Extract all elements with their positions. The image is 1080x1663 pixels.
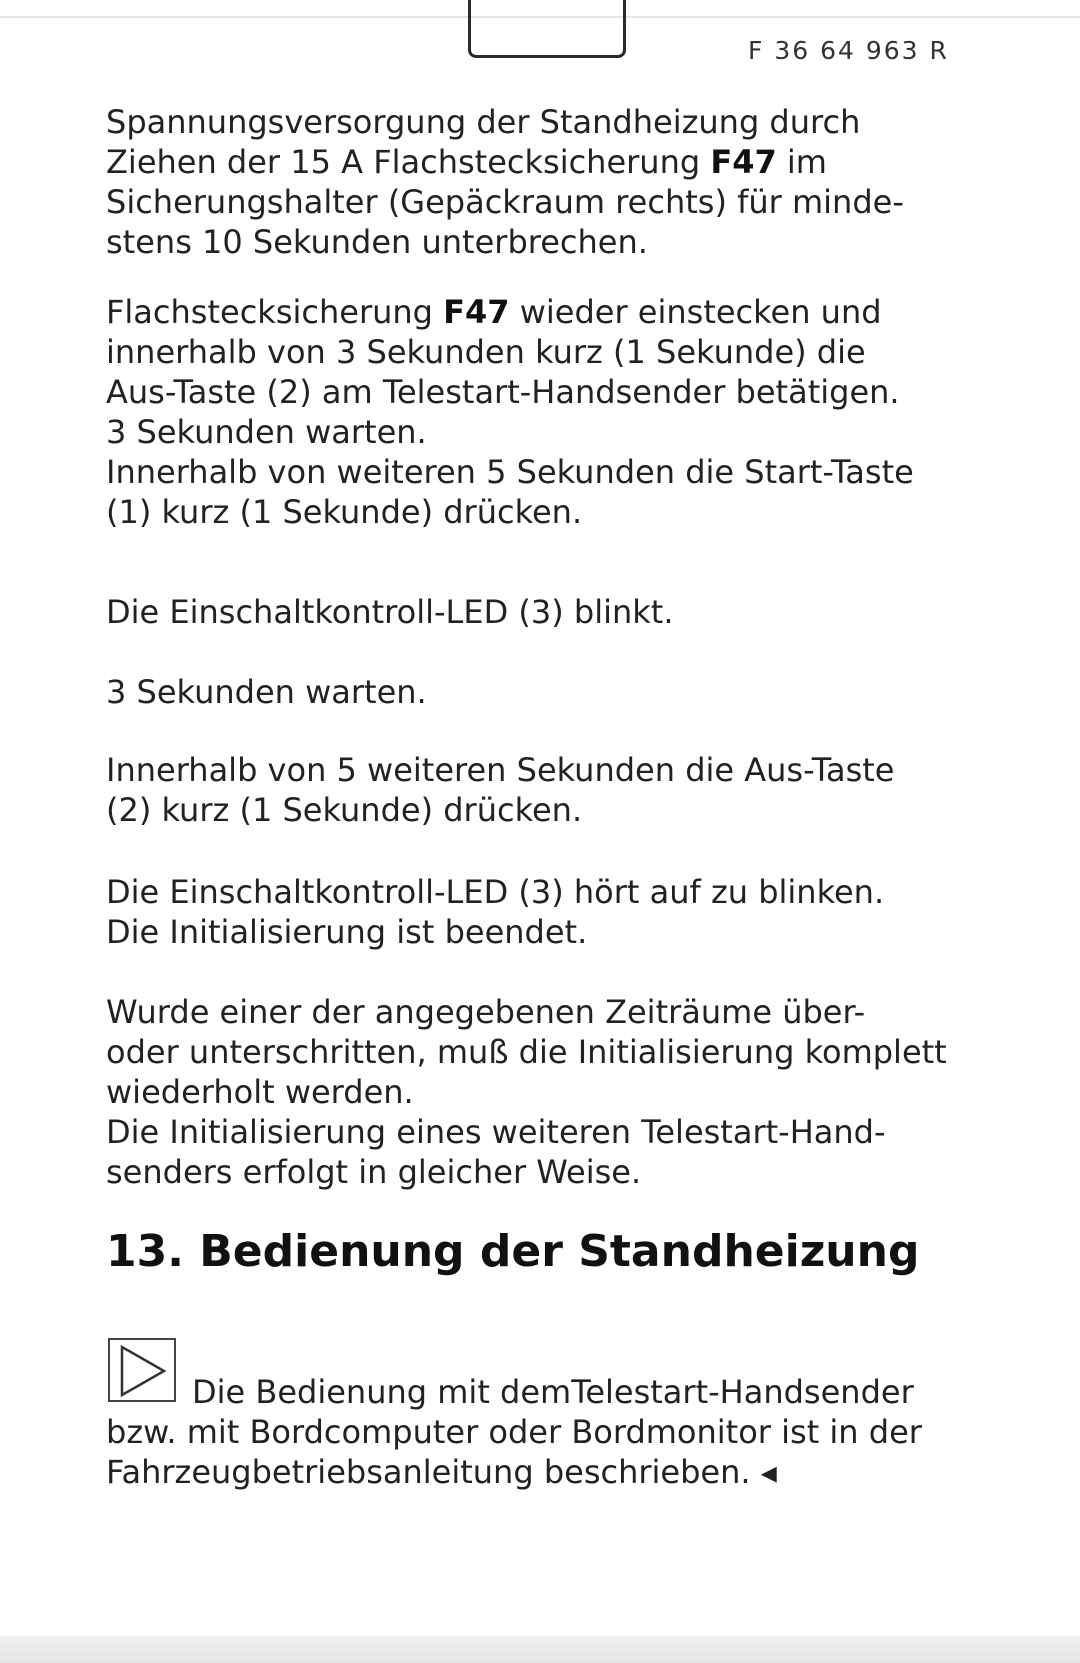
text-line: 3 Sekunden warten. [106, 413, 427, 451]
text-line: Fahrzeugbetriebsanleitung beschrieben. ◂ [106, 1453, 777, 1491]
text-line: 3 Sekunden warten. [106, 673, 427, 711]
text-line: innerhalb von 3 Sekunden kurz (1 Sekunde) die [106, 333, 866, 371]
text-fragment: Flachstecksicherung [106, 293, 444, 331]
figure-code: F 36 64 963 R [748, 36, 949, 65]
text-line: senders erfolgt in gleicher Weise. [106, 1153, 642, 1191]
note-paragraph [106, 1372, 986, 1492]
paragraph-wait [106, 672, 986, 712]
text-line [106, 142, 986, 182]
text-line: Spannungsversorgung der Standheizung durch [106, 103, 861, 141]
text-line: stens 10 Sekunden unterbrechen. [106, 223, 648, 261]
paragraph-press-off [106, 750, 986, 830]
paragraph-reinsert-fuse [106, 292, 986, 532]
text-line: Die Bedienung mit demTelestart-Handsender [192, 1373, 914, 1411]
text-line: oder unterschritten, muß die Initialisierung komplett [106, 1033, 947, 1071]
text-line: Wurde einer der angegebenen Zeiträume über- [106, 993, 866, 1031]
text-line: Sicherungshalter (Gepäckraum rechts) für minde- [106, 183, 904, 221]
text-fragment: Ziehen der 15 A Flachstecksicherung [106, 143, 711, 181]
figure-frame [468, 0, 626, 58]
text-line: Die Einschaltkontroll-LED (3) blinkt. [106, 593, 674, 631]
text-fragment: im [776, 143, 827, 181]
text-line: Aus-Taste (2) am Telestart-Handsender betätigen. [106, 373, 900, 411]
paragraph-led-blinks [106, 592, 986, 632]
paragraph-led-stops [106, 872, 986, 952]
text-line: (1) kurz (1 Sekunde) drücken. [106, 493, 583, 531]
text-line: Die Initialisierung ist beendet. [106, 913, 588, 951]
text-line: (2) kurz (1 Sekunde) drücken. [106, 791, 583, 829]
paragraph-power-supply [106, 102, 986, 262]
paragraph-timing-note [106, 992, 986, 1192]
fuse-label: F47 [710, 143, 777, 181]
text-line: wiederholt werden. [106, 1073, 414, 1111]
fuse-label: F47 [443, 293, 510, 331]
text-fragment: wieder einstecken und [509, 293, 882, 331]
text-line [106, 292, 986, 332]
bottom-bar [0, 1636, 1080, 1663]
text-line: Innerhalb von weiteren 5 Sekunden die Start-Taste [106, 453, 914, 491]
text-line: Die Initialisierung eines weiteren Telestart-Hand- [106, 1113, 886, 1151]
text-line: Die Einschaltkontroll-LED (3) hört auf zu blinken. [106, 873, 885, 911]
text-line: Innerhalb von 5 weiteren Sekunden die Aus-Taste [106, 751, 895, 789]
section-heading: 13. Bedienung der Standheizung [106, 1226, 920, 1277]
text-line: bzw. mit Bordcomputer oder Bordmonitor ist in der [106, 1413, 922, 1451]
